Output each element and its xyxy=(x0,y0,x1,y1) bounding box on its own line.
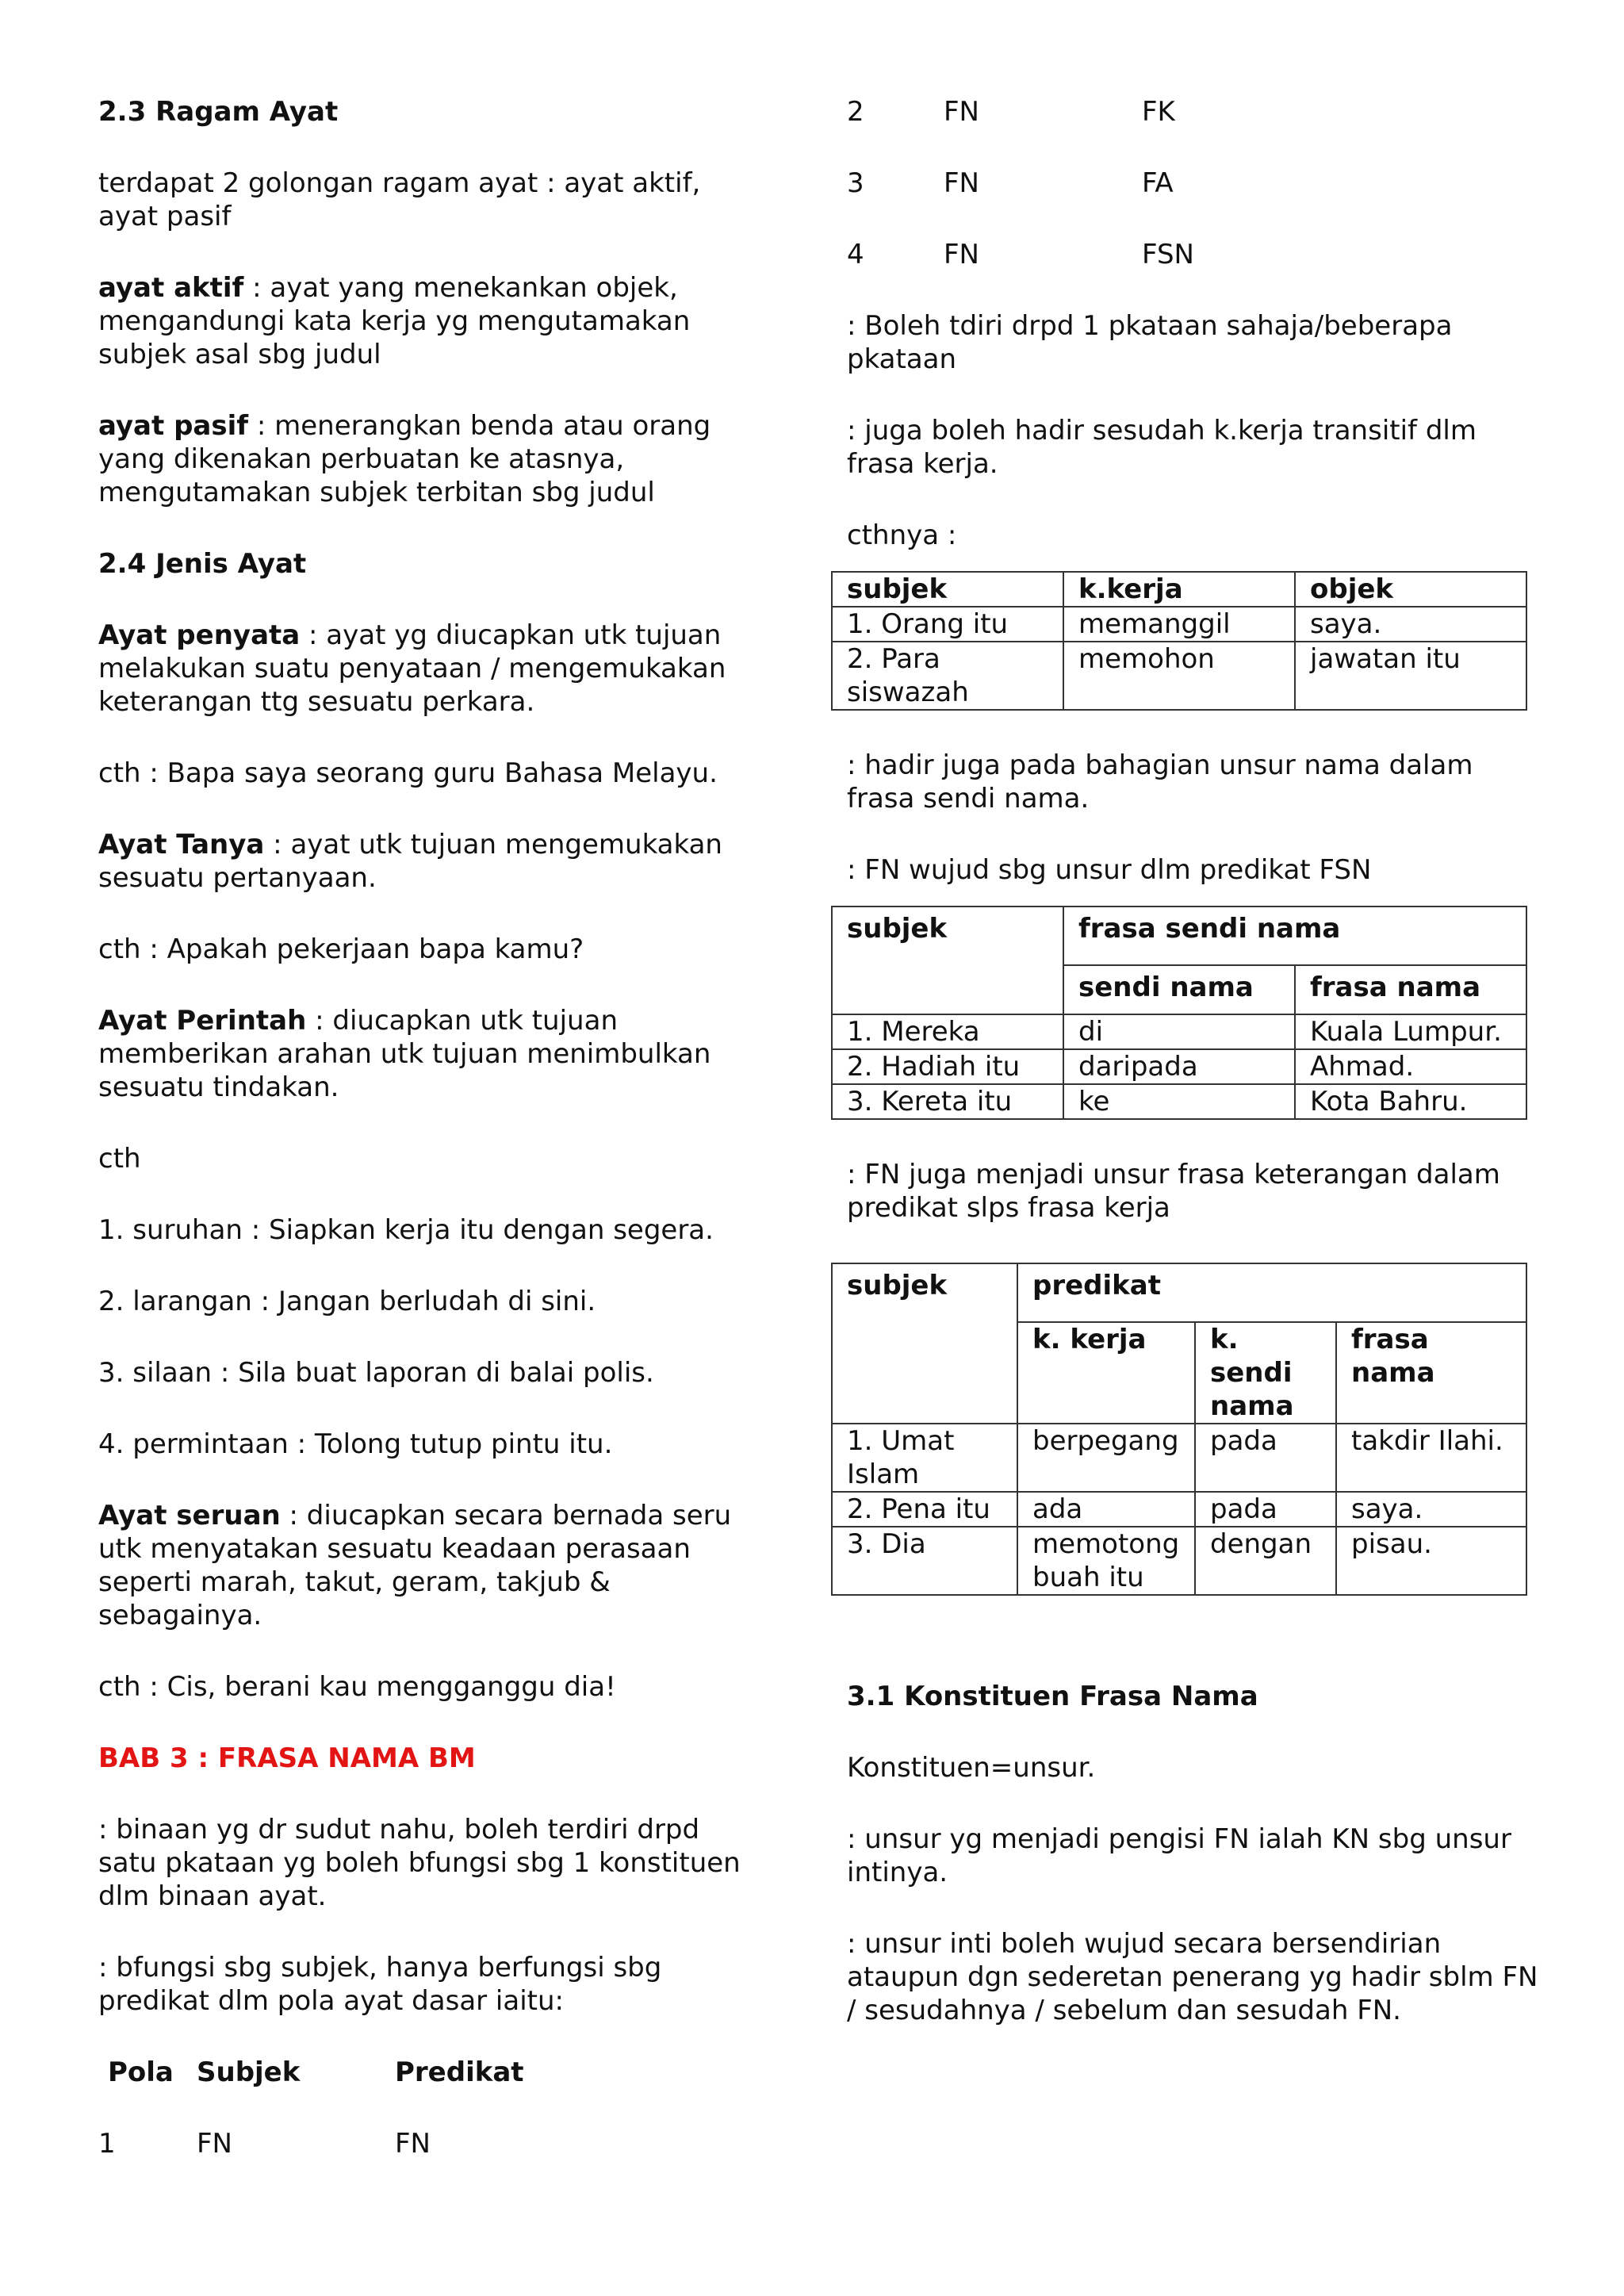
table-row: 3. Dia memotong buah itu dengan pisau. xyxy=(832,1527,1526,1595)
heading-3-1: 3.1 Konstituen Frasa Nama xyxy=(847,1681,1258,1712)
table-header-row: subjek frasa sendi nama xyxy=(832,907,1526,965)
list-item: 4. permintaan : Tolong tutup pintu itu. xyxy=(98,1428,613,1460)
paragraph: terdapat 2 golongan ragam ayat : ayat aktif, ayat pasif xyxy=(98,167,701,232)
table-header-row: sendi nama frasa nama xyxy=(832,965,1526,1014)
paragraph: : hadir juga pada bahagian unsur nama dalam frasa sendi nama. xyxy=(847,749,1473,815)
paragraph: : binaan yg dr sudut nahu, boleh terdiri drpd satu pkataan yg boleh bfungsi sbg 1 konstituen dlm binaan ayat. xyxy=(98,1814,741,1912)
definition-ayat-aktif: ayat aktif : ayat yang menekankan objek, mengandungi kata kerja yg mengutamakan subjek asal sbg judul xyxy=(98,272,691,370)
table-kata-kerja xyxy=(831,571,1527,711)
example-label: cth xyxy=(98,1143,141,1175)
table-header-row: k. kerja k. sendi nama frasa nama xyxy=(832,1322,1526,1424)
chapter-title: BAB 3 : FRASA NAMA BM xyxy=(98,1742,476,1774)
table-header-row: subjek k.kerja objek xyxy=(832,572,1526,607)
definition-ayat-tanya: Ayat Tanya : ayat utk tujuan mengemukakan sesuatu pertanyaan. xyxy=(98,829,722,894)
table-row: 2. Hadiah itu daripada Ahmad. xyxy=(832,1049,1526,1084)
paragraph: : juga boleh hadir sesudah k.kerja transitif dlm frasa kerja. xyxy=(847,415,1477,480)
definition-ayat-seruan: Ayat seruan : diucapkan secara bernada seru utk menyatakan sesuatu keadaan perasaan seperti marah, takut, geram, takjub & sebagainya. xyxy=(98,1500,732,1631)
heading-2-4: 2.4 Jenis Ayat xyxy=(98,548,307,580)
example: cth : Bapa saya seorang guru Bahasa Melayu. xyxy=(98,757,718,789)
table-row: 2. Para siswazah memohon jawatan itu xyxy=(832,642,1526,710)
paragraph: Konstituen=unsur. xyxy=(847,1752,1096,1784)
right-column xyxy=(847,95,1543,2065)
paragraph: : bfungsi sbg subjek, hanya berfungsi sbg predikat dlm pola ayat dasar iaitu: xyxy=(98,1952,662,2017)
pola-row: 1 FN FN xyxy=(98,2128,431,2160)
paragraph: : FN wujud sbg unsur dlm predikat FSN xyxy=(847,854,1372,886)
table-row: 2. Pena itu ada pada saya. xyxy=(832,1492,1526,1527)
list-item: 2. larangan : Jangan berludah di sini. xyxy=(98,1286,596,1317)
pola-header: Pola Subjek Predikat xyxy=(108,2056,524,2088)
table-row: 1. Orang itu memanggil saya. xyxy=(832,607,1526,642)
example: cth : Cis, berani kau mengganggu dia! xyxy=(98,1671,616,1703)
definition-ayat-penyata: Ayat penyata : ayat yg diucapkan utk tujuan melakukan suatu penyataan / mengemukakan keterangan ttg sesuatu perkara. xyxy=(98,619,726,718)
table-frasa-sendi-nama xyxy=(831,906,1527,1120)
definition-ayat-pasif: ayat pasif : menerangkan benda atau orang yang dikenakan perbuatan ke atasnya, mengutamakan subjek terbitan sbg judul xyxy=(98,410,711,508)
table-row: 3. Kereta itu ke Kota Bahru. xyxy=(832,1084,1526,1119)
definition-ayat-perintah: Ayat Perintah : diucapkan utk tujuan memberikan arahan utk tujuan menimbulkan sesuatu tindakan. xyxy=(98,1005,711,1103)
paragraph: : unsur inti boleh wujud secara bersendirian ataupun dgn sederetan penerang yg hadir sblm FN / sesudahnya / sebelum dan sesudah FN. xyxy=(847,1928,1538,2026)
pola-row: 4 FN FSN xyxy=(847,239,1194,270)
left-column xyxy=(98,95,764,2198)
table-frasa-keterangan xyxy=(831,1263,1527,1596)
pola-row: 2 FN FK xyxy=(847,96,1175,128)
table-header-row: subjek predikat xyxy=(832,1263,1526,1322)
list-item: 3. silaan : Sila buat laporan di balai polis. xyxy=(98,1357,654,1389)
table-row: 1. Umat Islam berpegang pada takdir Ilahi. xyxy=(832,1424,1526,1492)
paragraph: : unsur yg menjadi pengisi FN ialah KN sbg unsur intinya. xyxy=(847,1823,1511,1888)
list-item: 1. suruhan : Siapkan kerja itu dengan segera. xyxy=(98,1214,714,1246)
paragraph: cthnya : xyxy=(847,519,957,551)
heading-2-3: 2.3 Ragam Ayat xyxy=(98,96,339,128)
table-row: 1. Mereka di Kuala Lumpur. xyxy=(832,1014,1526,1049)
example: cth : Apakah pekerjaan bapa kamu? xyxy=(98,933,584,965)
pola-row: 3 FN FA xyxy=(847,167,1174,199)
paragraph: : FN juga menjadi unsur frasa keterangan dalam predikat slps frasa kerja xyxy=(847,1159,1500,1224)
paragraph: : Boleh tdiri drpd 1 pkataan sahaja/beberapa pkataan xyxy=(847,310,1453,375)
